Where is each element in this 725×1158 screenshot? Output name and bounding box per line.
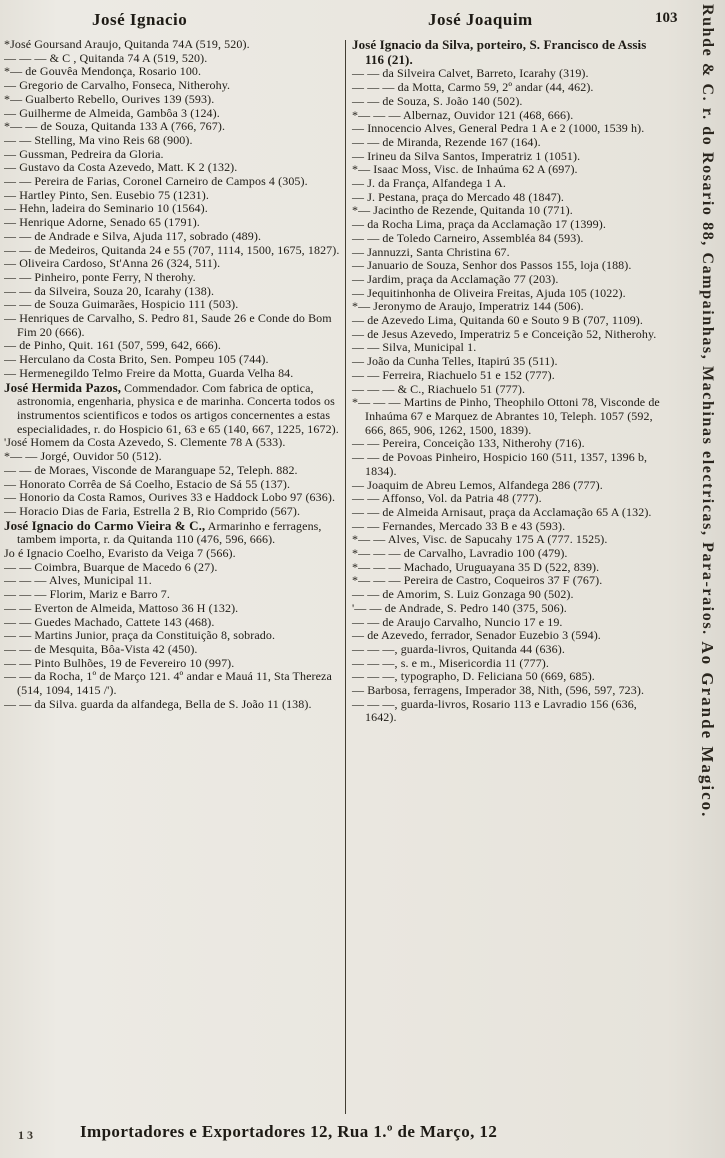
directory-entry: — — da Rocha, 1º de Março 121. 4º andar e Mauá 11, Sta Thereza (514, 1094, 1415 /'). [4, 669, 332, 698]
directory-entry: — — Martins Junior, praça da Constituição 8, sobrado. [4, 628, 276, 643]
directory-entry: — da Rocha Lima, praça da Acclamação 17 (1399). [352, 217, 606, 232]
directory-entry: — — de Almeida Arnisaut, praça da Acclamação 65 A (132). [352, 504, 652, 519]
directory-entry: *— — — Martins de Pinho, Theophilo Ottoni 78, Visconde de Inhaúma 67 e Marquez de Abrantes 10, Teleph. 1057 (592, 666, 865, 906, 1262, 1500, 1839). [352, 395, 660, 437]
directory-entry: — — de Souza, S. João 140 (502). [352, 93, 523, 108]
page-number: 103 [655, 10, 678, 26]
directory-entry [352, 38, 661, 67]
directory-entry: — — de Miranda, Rezende 167 (164). [352, 134, 541, 149]
directory-entry: — de Jesus Azevedo, Imperatriz 5 e Conceição 52, Nitherohy. [352, 326, 657, 341]
directory-entry: — — Coimbra, Buarque de Macedo 6 (27). [4, 559, 218, 574]
directory-entry: — — de Amorim, S. Luiz Gonzaga 90 (502). [352, 587, 574, 602]
directory-entry: — — — da Motta, Carmo 59, 2º andar (44, 462). [352, 80, 594, 95]
directory-entry: — — da Silveira, Souza 20, Icarahy (138). [4, 283, 215, 298]
directory-entry: *José Goursand Araujo, Quitanda 74A (519, 520). [4, 38, 250, 51]
directory-entry: *— — Alves, Visc. de Sapucahy 175 A (777. 1525). [352, 532, 608, 547]
directory-entry: — Honorato Corrêa de Sá Coelho, Estacio de Sá 55 (137). [4, 476, 291, 491]
directory-entry: *— — Jorgé, Ouvidor 50 (512). [4, 449, 162, 464]
directory-entry: *— — — Machado, Uruguayana 35 D (522, 839). [352, 559, 600, 574]
directory-entry: — — de Araujo Carvalho, Nuncio 17 e 19. [352, 614, 563, 629]
directory-entry: *— Jeronymo de Araujo, Imperatriz 144 (506). [352, 299, 584, 314]
directory-entry: 'José Homem da Costa Azevedo, S. Clemente 78 A (533). [4, 435, 286, 450]
directory-entry: — — Stelling, Ma vino Reis 68 (900). [4, 132, 193, 147]
directory-entry: — Herculano da Costa Brito, Sen. Pompeu 105 (744). [4, 352, 269, 367]
directory-entry: — — Guedes Machado, Cattete 143 (468). [4, 614, 215, 629]
directory-entry: — — Pereira, Conceição 133, Nitherohy (716). [352, 436, 585, 451]
directory-entry: — Horacio Dias de Faria, Estrella 2 B, Rio Comprido (567). [4, 503, 301, 518]
footer-advertisement: Importadores e Exportadores 12, Rua 1.º de Março, 12 [80, 1122, 498, 1141]
directory-entry: — Gussman, Pedreira da Gloria. [4, 146, 164, 161]
directory-entry: — — — Florim, Mariz e Barro 7. [4, 587, 170, 602]
directory-entry: — Barbosa, ferragens, Imperador 38, Nith, (596, 597, 723). [352, 683, 645, 698]
left-column [4, 38, 345, 1114]
directory-entry: *— Isaac Moss, Visc. de Inhaúma 62 A (697). [352, 162, 578, 177]
directory-entry: *— de Gouvêa Mendonça, Rosario 100. [4, 64, 202, 79]
directory-entry: — João da Cunha Telles, Itapirú 35 (511). [352, 354, 558, 369]
directory-columns [4, 38, 661, 1114]
directory-entry: — — de Medeiros, Quitanda 24 e 55 (707, 1114, 1500, 1675, 1827). [4, 242, 340, 257]
directory-entry: *— — — Pereira de Castro, Coqueiros 37 F (767). [352, 573, 603, 588]
directory-entry: — — da Silva. guarda da alfandega, Bella de S. João 11 (138). [4, 696, 312, 711]
page-header [0, 6, 725, 32]
entry-bold-name: José Hermida Pazos, [4, 379, 122, 395]
margin-ad-text: Ruhde & C. r. do Rosario 88, Campainhas, Machinas electricas, Para-raios. [699, 4, 716, 642]
directory-entry: — — Pinto Bulhões, 19 de Fevereiro 10 (997). [4, 655, 235, 670]
right-column [346, 38, 661, 1114]
directory-entry: — — de Moraes, Visconde de Maranguape 52, Teleph. 882. [4, 462, 298, 477]
margin-ad-store-name: Ao Grande Magico. [698, 641, 717, 819]
directory-entry: — Joaquim de Abreu Lemos, Alfandega 286 (777). [352, 477, 603, 492]
directory-entry: — — de Mesquita, Bôa-Vista 42 (450). [4, 641, 198, 656]
directory-entry: — Innocencio Alves, General Pedra 1 A e 2 (1000, 1539 h). [352, 121, 645, 136]
entry-bold-name: José Ignacio do Carmo Vieira & C., [4, 517, 206, 533]
directory-entry: — — Everton de Almeida, Mattoso 36 H (132). [4, 600, 239, 615]
directory-entry: — — Affonso, Vol. da Patria 48 (777). [352, 491, 542, 506]
directory-entry: *— — — de Carvalho, Lavradio 100 (479). [352, 546, 568, 561]
directory-entry: *— Jacintho de Rezende, Quitanda 10 (771). [352, 203, 573, 218]
directory-entry: — — Fernandes, Mercado 33 B e 43 (593). [352, 518, 566, 533]
directory-entry: — — — & C , Quitanda 74 A (519, 520). [4, 50, 208, 65]
directory-entry: — de Azevedo Lima, Quitanda 60 e Souto 9 B (707, 1109). [352, 313, 644, 328]
directory-entry: — Hermenegildo Telmo Freire da Motta, Guarda Velha 84. [4, 365, 294, 380]
footer-signature: 1 3 [18, 1128, 33, 1142]
directory-entry: — — —, s. e m., Misericordia 11 (777). [352, 655, 549, 670]
directory-entry: — — — & C., Riachuelo 51 (777). [352, 381, 526, 396]
directory-entry: *— — — Albernaz, Ouvidor 121 (468, 666). [352, 107, 574, 122]
directory-entry: — — de Andrade e Silva, Ajuda 117, sobrado (489). [4, 228, 262, 243]
directory-entry: — — Silva, Municipal 1. [352, 340, 477, 355]
directory-entry: — Henriques de Carvalho, S. Pedro 81, Saude 26 e Conde do Bom Fim 20 (666). [4, 311, 332, 339]
directory-entry: — Irineu da Silva Santos, Imperatriz 1 (1051). [352, 148, 581, 163]
entry-bold-name: José Ignacio da Silva, porteiro, S. Francisco de Assis 116 (21). [352, 38, 647, 67]
directory-entry: — Hehn, ladeira do Seminario 10 (1564). [4, 201, 208, 216]
running-header-right: José Joaquim [428, 10, 533, 29]
directory-entry: Jo é Ignacio Coelho, Evaristo da Veiga 7 (566). [4, 546, 236, 561]
running-header-left: José Ignacio [92, 10, 188, 29]
directory-entry: — — Pinheiro, ponte Ferry, N therohy. [4, 269, 196, 284]
directory-entry: — — Ferreira, Riachuelo 51 e 152 (777). [352, 367, 555, 382]
directory-entry: — — da Silveira Calvet, Barreto, Icarahy (319). [352, 66, 589, 81]
directory-entry: *— — de Souza, Quitanda 133 A (766, 767). [4, 119, 226, 134]
directory-entry: — — —, guarda-livros, Rosario 113 e Lavradio 156 (636, 1642). [352, 696, 637, 725]
directory-entry: — — de Souza Guimarães, Hospicio 111 (503). [4, 297, 239, 312]
directory-entry: — — — Alves, Municipal 11. [4, 573, 152, 588]
directory-entry: — Gregorio de Carvalho, Fonseca, Nitherohy. [4, 78, 231, 93]
margin-advertisement [665, 4, 717, 1119]
directory-entry: '— — de Andrade, S. Pedro 140 (375, 506). [352, 600, 567, 615]
directory-entry: — — Pereira de Farias, Coronel Carneiro de Campos 4 (305). [4, 174, 308, 189]
directory-entry: — de Pinho, Quit. 161 (507, 599, 642, 666). [4, 338, 221, 353]
directory-entry: — Guilherme de Almeida, Gambôa 3 (124). [4, 105, 220, 120]
directory-entry: — Oliveira Cardoso, St'Anna 26 (324, 511). [4, 256, 221, 271]
directory-entry: — Jannuzzi, Santa Christina 67. [352, 244, 510, 259]
directory-entry: José Hermida Pazos, Commendador. Com fabrica de optica, astronomia, engenharia, physica e de marinha. Concerta todos os instrumentos scientificos e todos os artigos concernentes a estas especialidades, r. do Hospicio 61, 63 e 65 (140, 667, 1225, 1672). [4, 379, 339, 436]
directory-entry: — Hartley Pinto, Sen. Eusebio 75 (1231). [4, 187, 209, 202]
directory-entry: — Jardim, praça da Acclamação 77 (203). [352, 271, 559, 286]
directory-entry: *— Gualberto Rebello, Ourives 139 (593). [4, 91, 215, 106]
page-footer [0, 1122, 725, 1148]
directory-entry: — J. da França, Alfandega 1 A. [352, 176, 506, 191]
directory-entry: — — de Povoas Pinheiro, Hospicio 160 (511, 1357, 1396 b, 1834). [352, 450, 648, 478]
directory-entry: — — de Toledo Carneiro, Assembléa 84 (593). [352, 230, 584, 245]
directory-entry: José Ignacio do Carmo Vieira & C., Armarinho e ferragens, tambem importa, r. da Quitanda 110 (476, 596, 666). [4, 517, 322, 547]
directory-entry: — — —, typographo, D. Feliciana 50 (669, 685). [352, 669, 595, 684]
directory-entry: — de Azevedo, ferrador, Senador Euzebio 3 (594). [352, 628, 601, 643]
directory-entry: — Honorio da Costa Ramos, Ourives 33 e Haddock Lobo 97 (636). [4, 490, 336, 505]
directory-entry: — J. Pestana, praça do Mercado 48 (1847). [352, 189, 565, 204]
directory-entry: — Januario de Souza, Senhor dos Passos 155, loja (188). [352, 258, 632, 273]
directory-entry: — — —, guarda-livros, Quitanda 44 (636). [352, 641, 565, 656]
directory-entry: — Gustavo da Costa Azevedo, Matt. K 2 (132). [4, 160, 238, 175]
directory-entry: — Henrique Adorne, Senado 65 (1791). [4, 215, 200, 230]
directory-entry: — Jequitinhonha de Oliveira Freitas, Ajuda 105 (1022). [352, 285, 626, 300]
